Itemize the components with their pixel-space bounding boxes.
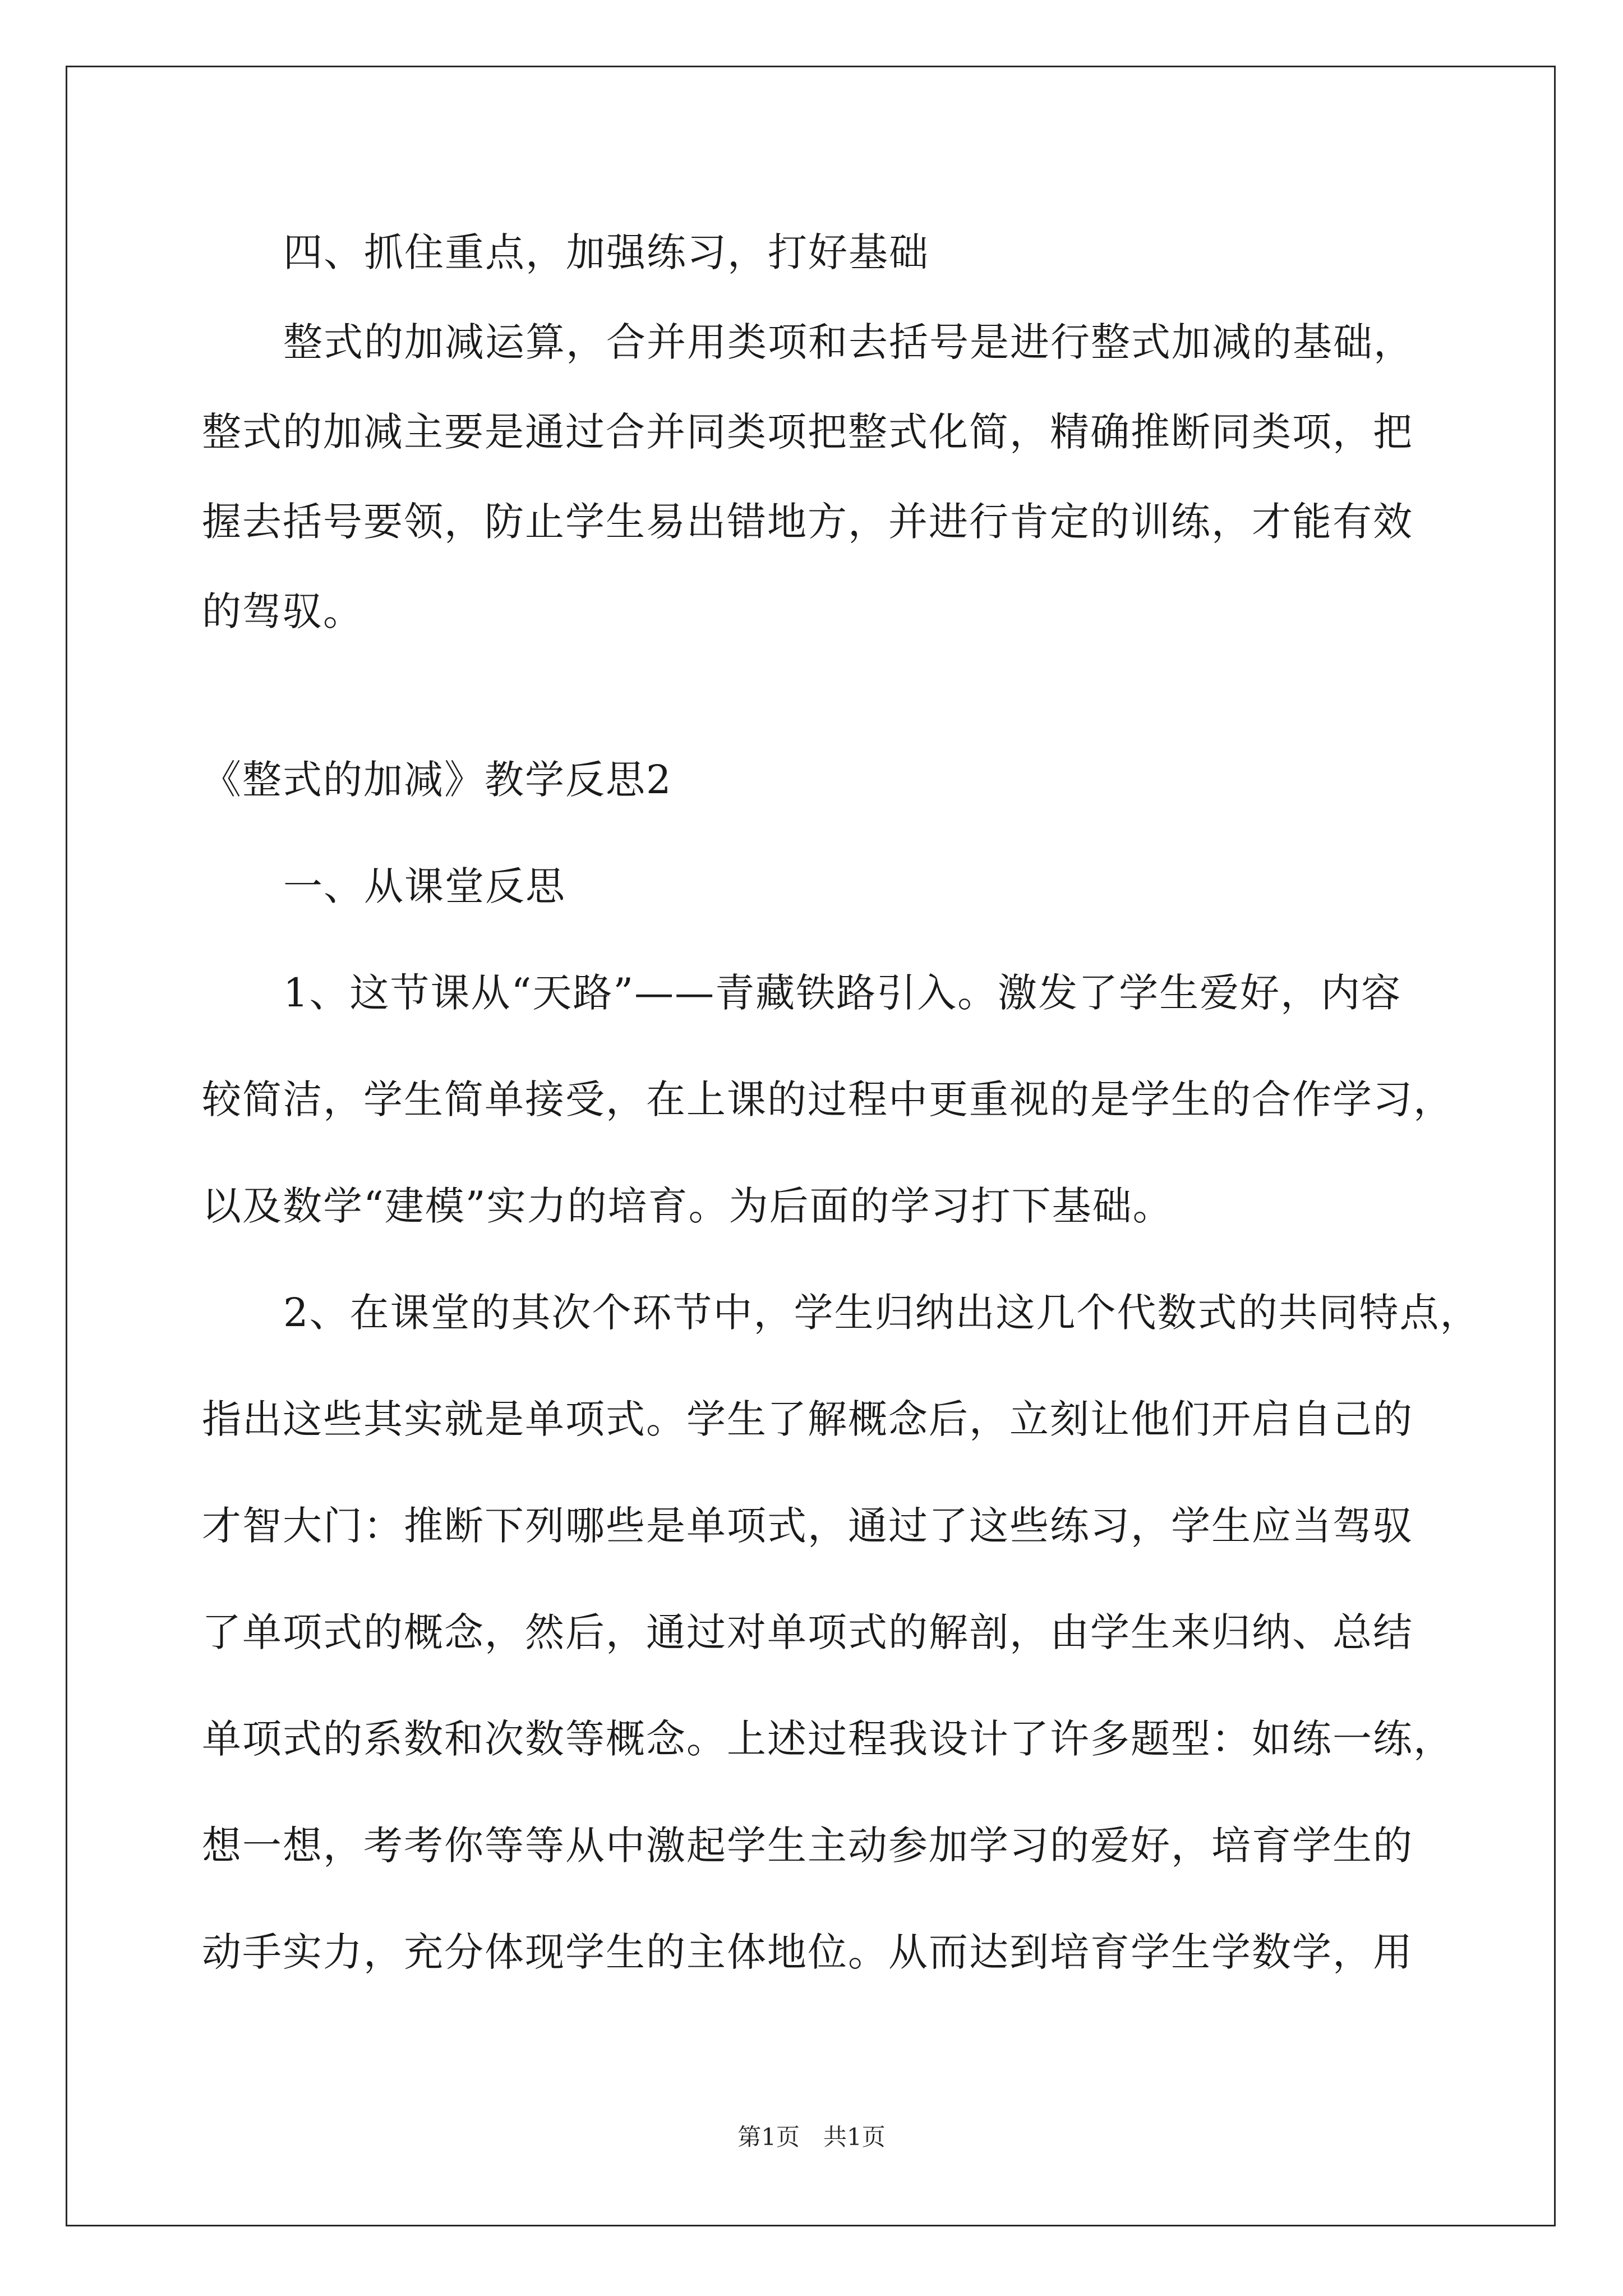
- page-footer: 第1页 共1页: [737, 2123, 886, 2151]
- section-heading: 一、从课堂反思: [283, 863, 566, 909]
- paragraph-line: 想一想，考考你等等从中激起学生主动参加学习的爱好，培育学生的: [202, 1823, 1413, 1869]
- paragraph-line: 2、在课堂的其次个环节中，学生归纳出这几个代数式的共同特点，: [283, 1290, 1481, 1336]
- paragraph-line: 的驾驭。: [202, 588, 363, 634]
- section-heading: 四、抓住重点，加强练习，打好基础: [283, 229, 929, 275]
- paragraph-line: 了单项式的概念，然后，通过对单项式的解剖，由学生来归纳、总结: [202, 1609, 1413, 1655]
- paragraph-line: 整式的加减主要是通过合并同类项把整式化简，精确推断同类项，把: [202, 409, 1413, 455]
- paragraph-line: 握去括号要领，防止学生易出错地方，并进行肯定的训练，才能有效: [202, 499, 1413, 545]
- paragraph-line: 整式的加减运算，合并用类项和去括号是进行整式加减的基础，: [283, 319, 1414, 365]
- paragraph-line: 才智大门：推断下列哪些是单项式，通过了这些练习，学生应当驾驭: [202, 1503, 1413, 1549]
- paragraph-line: 指出这些其实就是单项式。学生了解概念后，立刻让他们开启自己的: [202, 1396, 1413, 1442]
- paragraph-line: 单项式的系数和次数等概念。上述过程我设计了许多题型：如练一练，: [202, 1716, 1454, 1762]
- paragraph-line: 以及数学“建模”实力的培育。为后面的学习打下基础。: [202, 1183, 1173, 1229]
- paragraph-line: 1、这节课从“天路”——青藏铁路引入。激发了学生爱好，内容: [283, 970, 1402, 1016]
- paragraph-line: 动手实力，充分体现学生的主体地位。从而达到培育学生学数学，用: [202, 1929, 1413, 1975]
- paragraph-line: 较简洁，学生简单接受，在上课的过程中更重视的是学生的合作学习，: [202, 1076, 1454, 1122]
- document-title: 《整式的加减》教学反思2: [202, 757, 672, 803]
- page-border: [66, 66, 1556, 2226]
